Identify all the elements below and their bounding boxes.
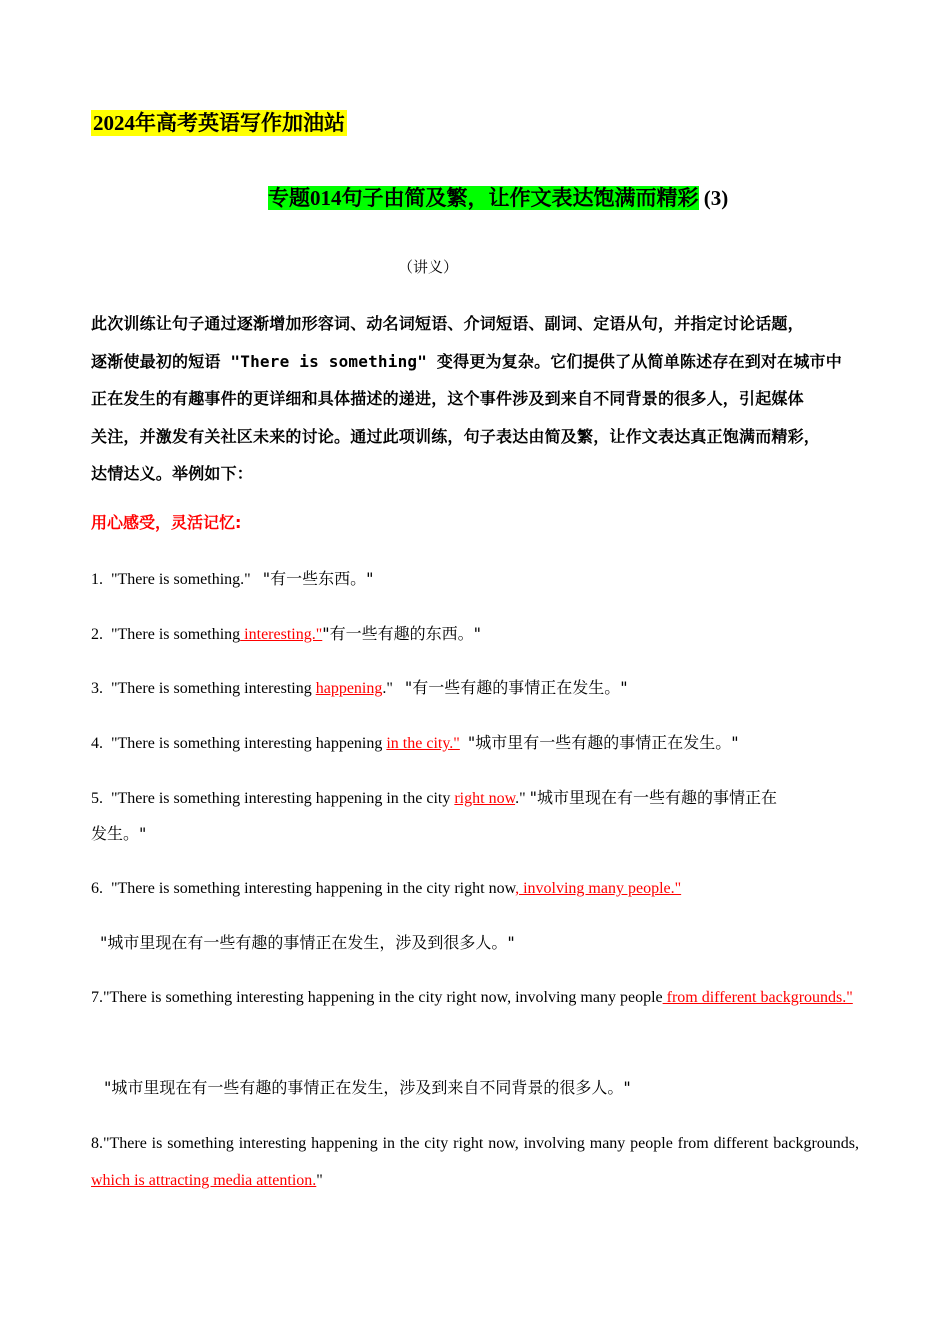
topic-title-part-c: 句子由简及繁，让作文表达饱满而精彩 <box>341 186 699 210</box>
section-heading: 用心感受，灵活记忆: <box>91 513 242 532</box>
intro-line: 关注，并激发有关社区未来的讨论。通过此项训练，句子表达由简及繁，让作文表达真正饱满而精彩， <box>91 426 821 446</box>
intro-line: 达情达义。举例如下： <box>91 464 254 483</box>
example-chinese: "城市里现在有一些有趣的事情正在 <box>529 788 777 807</box>
example-added-phrase: from different backgrounds." <box>662 989 853 1006</box>
intro-line: 逐渐使最初的短语 "There is something" 变得更为复杂。它们提供了从简单陈述存在到对在城市中 <box>91 351 842 371</box>
example-number: 2. <box>91 626 103 643</box>
example-number: 5. <box>91 790 103 807</box>
example-english: "There is something interesting happening <box>111 735 387 752</box>
example-english: "There is something <box>111 626 241 643</box>
example-english: "There is something interesting happening in the city right now, involving many people <box>103 989 663 1006</box>
example-english: "There is something interesting happening in the city right now, involving many people from different backgrounds, <box>103 1135 859 1152</box>
example-ending: " <box>316 1172 323 1189</box>
example-english: "There is something interesting <box>111 680 316 697</box>
example-7-chinese: "城市里现在有一些有趣的事情正在发生，涉及到来自不同背景的很多人。" <box>104 1078 631 1097</box>
intro-line: 正在发生的有趣事件的更详细和具体描述的递进，这个事件涉及到来自不同背景的很多人，引起媒体 <box>91 389 804 408</box>
topic-title-part-d: (3) <box>703 186 729 210</box>
example-chinese: "有一些有趣的东西。" <box>322 624 481 643</box>
example-chinese: "有一些东西。" <box>262 569 374 588</box>
example-added-phrase: in the city." <box>386 735 460 752</box>
topic-title <box>268 185 728 211</box>
intro-paragraph <box>91 305 861 493</box>
example-added-phrase: interesting." <box>240 626 323 643</box>
example-number: 3. <box>91 680 103 697</box>
example-number: 1. <box>91 571 103 588</box>
example-6-chinese: "城市里现在有一些有趣的事情正在发生，涉及到很多人。" <box>100 933 515 952</box>
example-number: 4. <box>91 735 103 752</box>
example-5 <box>91 787 777 810</box>
example-added-phrase: , involving many people." <box>515 880 682 897</box>
example-2 <box>91 623 481 646</box>
example-3 <box>91 677 628 700</box>
topic-title-part-a: 专题 <box>268 186 310 210</box>
example-ending: ." <box>515 790 526 807</box>
example-number: 7. <box>91 989 103 1006</box>
example-5-continued: 发生。" <box>91 824 147 843</box>
example-added-phrase: right now <box>454 790 516 807</box>
example-chinese: "城市里有一些有趣的事情正在发生。" <box>467 733 739 752</box>
document-title: 2024年高考英语写作加油站 <box>93 111 345 135</box>
example-ending: ." <box>382 680 393 697</box>
example-8 <box>91 1125 859 1199</box>
example-number: 8. <box>91 1135 103 1152</box>
topic-title-number: 014 <box>310 186 342 210</box>
example-added-phrase: happening <box>315 680 383 697</box>
example-number: 6. <box>91 880 103 897</box>
example-7 <box>91 979 859 1016</box>
example-added-phrase: which is attracting media attention. <box>91 1172 317 1189</box>
example-english: "There is something interesting happening in the city right now <box>111 880 516 897</box>
lecture-label: （讲义） <box>398 260 459 276</box>
example-1 <box>91 568 373 591</box>
example-english: "There is something interesting happening in the city <box>111 790 455 807</box>
example-english: "There is something." <box>111 571 251 588</box>
intro-line: 此次训练让句子通过逐渐增加形容词、动名词短语、介词短语、副词、定语从句，并指定讨论话题， <box>91 314 804 333</box>
example-6 <box>91 878 681 900</box>
example-chinese: "有一些有趣的事情正在发生。" <box>404 678 628 697</box>
example-4 <box>91 732 739 755</box>
